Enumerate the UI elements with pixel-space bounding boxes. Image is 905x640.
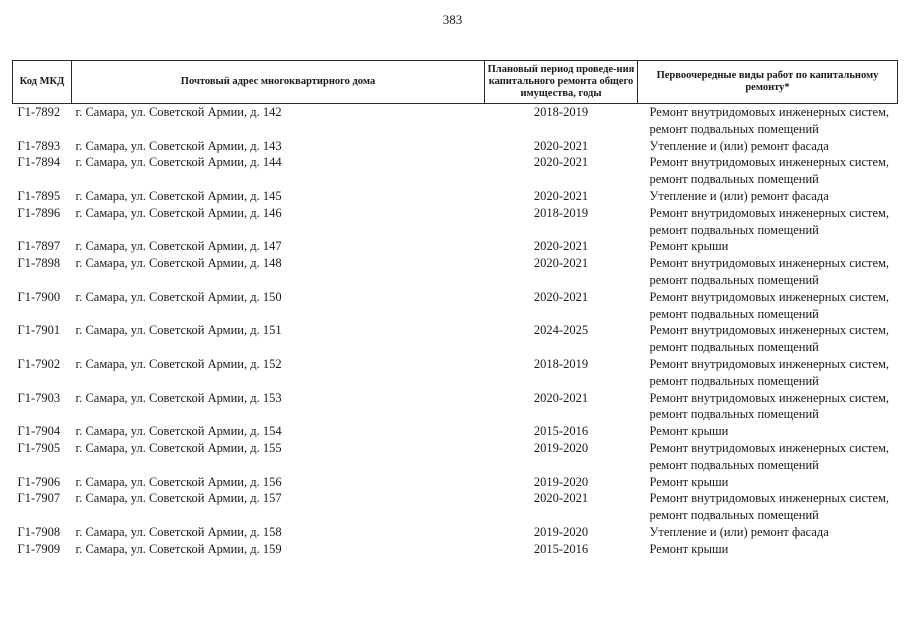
row-period: 2015-2016: [533, 541, 589, 556]
row-address: г. Самара, ул. Советской Армии, д. 153: [75, 390, 282, 405]
row-works-line: Утепление и (или) ремонт фасада: [649, 524, 829, 539]
row-period: 2020-2021: [533, 256, 589, 271]
page-number: 383: [442, 12, 463, 27]
row-code: Г1-7895: [17, 188, 61, 203]
row-works-line: Ремонт внутридомовых инженерных систем,: [649, 289, 890, 304]
capital-repair-table: [12, 60, 898, 558]
row-code: Г1-7903: [17, 390, 61, 405]
row-code: Г1-7907: [17, 491, 61, 506]
table-row: [13, 390, 898, 424]
row-works-line: ремонт подвальных помещений: [649, 508, 819, 523]
table-row: [13, 205, 898, 239]
row-works-line: Утепление и (или) ремонт фасада: [649, 138, 829, 153]
table-row: [13, 440, 898, 474]
row-address: г. Самара, ул. Советской Армии, д. 154: [75, 424, 282, 439]
row-works-line: Ремонт внутридомовых инженерных систем,: [649, 323, 890, 338]
row-works-line: ремонт подвальных помещений: [649, 407, 819, 422]
row-works-line: ремонт подвальных помещений: [649, 272, 819, 287]
table-row: [13, 322, 898, 356]
row-code: Г1-7906: [17, 474, 61, 489]
table-row: [13, 524, 898, 541]
row-address: г. Самара, ул. Советской Армии, д. 155: [75, 440, 282, 455]
row-works-line: Ремонт крыши: [649, 541, 729, 556]
row-works-line: Утепление и (или) ремонт фасада: [649, 188, 829, 203]
row-code: Г1-7898: [17, 256, 61, 271]
row-address: г. Самара, ул. Советской Армии, д. 157: [75, 491, 282, 506]
row-works-line: ремонт подвальных помещений: [649, 457, 819, 472]
row-period: 2020-2021: [533, 390, 589, 405]
row-address: г. Самара, ул. Советской Армии, д. 144: [75, 155, 282, 170]
row-code: Г1-7900: [17, 289, 61, 304]
row-address: г. Самара, ул. Советской Армии, д. 150: [75, 289, 282, 304]
table-body: [13, 104, 898, 558]
row-works: [638, 322, 898, 356]
row-works-line: Ремонт внутридомовых инженерных систем,: [649, 356, 890, 371]
table-row: [13, 104, 898, 138]
table-row: [13, 541, 898, 558]
table-row: [13, 188, 898, 205]
row-code: Г1-7902: [17, 356, 61, 371]
table-row: [13, 289, 898, 323]
row-works: [638, 104, 898, 138]
row-address: г. Самара, ул. Советской Армии, д. 147: [75, 239, 282, 254]
row-works: [638, 205, 898, 239]
table-row: [13, 356, 898, 390]
row-period: 2024-2025: [533, 323, 589, 338]
row-works-line: Ремонт крыши: [649, 239, 729, 254]
header-code: Код МКД: [13, 61, 72, 104]
row-works: [638, 356, 898, 390]
row-works: [638, 440, 898, 474]
row-works-line: ремонт подвальных помещений: [649, 172, 819, 187]
table-header: [13, 61, 898, 104]
row-works-line: ремонт подвальных помещений: [649, 121, 819, 136]
table-header-row: [13, 61, 898, 104]
row-address: г. Самара, ул. Советской Армии, д. 151: [75, 323, 282, 338]
header-works: Первоочередные виды работ по капитальному ремонту*: [638, 61, 898, 104]
table-row: [13, 474, 898, 491]
row-address: г. Самара, ул. Советской Армии, д. 145: [75, 188, 282, 203]
row-period: 2020-2021: [533, 138, 589, 153]
header-period: Плановый период проведе-ния капитального ремонта общего имущества, годы: [485, 61, 638, 104]
row-works-line: Ремонт внутридомовых инженерных систем,: [649, 205, 890, 220]
row-works-line: ремонт подвальных помещений: [649, 222, 819, 237]
capital-repair-table-container: [12, 60, 897, 558]
table-row: [13, 238, 898, 255]
row-address: г. Самара, ул. Советской Армии, д. 158: [75, 524, 282, 539]
row-address: г. Самара, ул. Советской Армии, д. 148: [75, 256, 282, 271]
row-works: [638, 289, 898, 323]
table-row: [13, 423, 898, 440]
row-code: Г1-7894: [17, 155, 61, 170]
row-works-line: Ремонт крыши: [649, 424, 729, 439]
row-works-line: Ремонт внутридомовых инженерных систем,: [649, 256, 890, 271]
row-code: Г1-7896: [17, 205, 61, 220]
row-code: Г1-7893: [17, 138, 61, 153]
row-address: г. Самара, ул. Советской Армии, д. 143: [75, 138, 282, 153]
row-works-line: Ремонт внутридомовых инженерных систем,: [649, 440, 890, 455]
row-works-line: ремонт подвальных помещений: [649, 340, 819, 355]
row-address: г. Самара, ул. Советской Армии, д. 152: [75, 356, 282, 371]
row-period: 2020-2021: [533, 239, 589, 254]
row-works: [638, 524, 898, 541]
row-period: 2019-2020: [533, 474, 589, 489]
row-works-line: Ремонт внутридомовых инженерных систем,: [649, 155, 890, 170]
row-period: 2018-2019: [533, 105, 589, 119]
row-works-line: Ремонт внутридомовых инженерных систем,: [649, 491, 890, 506]
row-period: 2018-2019: [533, 205, 589, 220]
row-works-line: ремонт подвальных помещений: [649, 306, 819, 321]
table-row: [13, 138, 898, 155]
table-row: [13, 490, 898, 524]
row-period: 2020-2021: [533, 188, 589, 203]
table-row: [13, 255, 898, 289]
row-address: г. Самара, ул. Советской Армии, д. 146: [75, 205, 282, 220]
row-works-line: Ремонт крыши: [649, 474, 729, 489]
row-code: Г1-7908: [17, 524, 61, 539]
row-period: 2020-2021: [533, 289, 589, 304]
header-address: Почтовый адрес многоквартирного дома: [72, 61, 485, 104]
row-code: Г1-7909: [17, 541, 61, 556]
row-address: г. Самара, ул. Советской Армии, д. 142: [75, 105, 282, 119]
row-works: [638, 423, 898, 440]
row-period: 2019-2020: [533, 440, 589, 455]
row-address: г. Самара, ул. Советской Армии, д. 159: [75, 541, 282, 556]
row-works: [638, 154, 898, 188]
row-period: 2018-2019: [533, 356, 589, 371]
row-works: [638, 238, 898, 255]
row-works: [638, 390, 898, 424]
row-code: Г1-7892: [17, 105, 61, 119]
row-period: 2015-2016: [533, 424, 589, 439]
row-period: 2020-2021: [533, 491, 589, 506]
row-works: [638, 255, 898, 289]
row-code: Г1-7897: [17, 239, 61, 254]
table-row: [13, 154, 898, 188]
row-works: [638, 474, 898, 491]
row-period: 2019-2020: [533, 524, 589, 539]
row-works-line: Ремонт внутридомовых инженерных систем,: [649, 105, 890, 119]
row-works-line: ремонт подвальных помещений: [649, 373, 819, 388]
row-code: Г1-7905: [17, 440, 61, 455]
row-works: [638, 188, 898, 205]
row-address: г. Самара, ул. Советской Армии, д. 156: [75, 474, 282, 489]
row-period: 2020-2021: [533, 155, 589, 170]
row-code: Г1-7904: [17, 424, 61, 439]
row-works-line: Ремонт внутридомовых инженерных систем,: [649, 390, 890, 405]
row-works: [638, 490, 898, 524]
row-code: Г1-7901: [17, 323, 61, 338]
row-works: [638, 138, 898, 155]
row-works: [638, 541, 898, 558]
